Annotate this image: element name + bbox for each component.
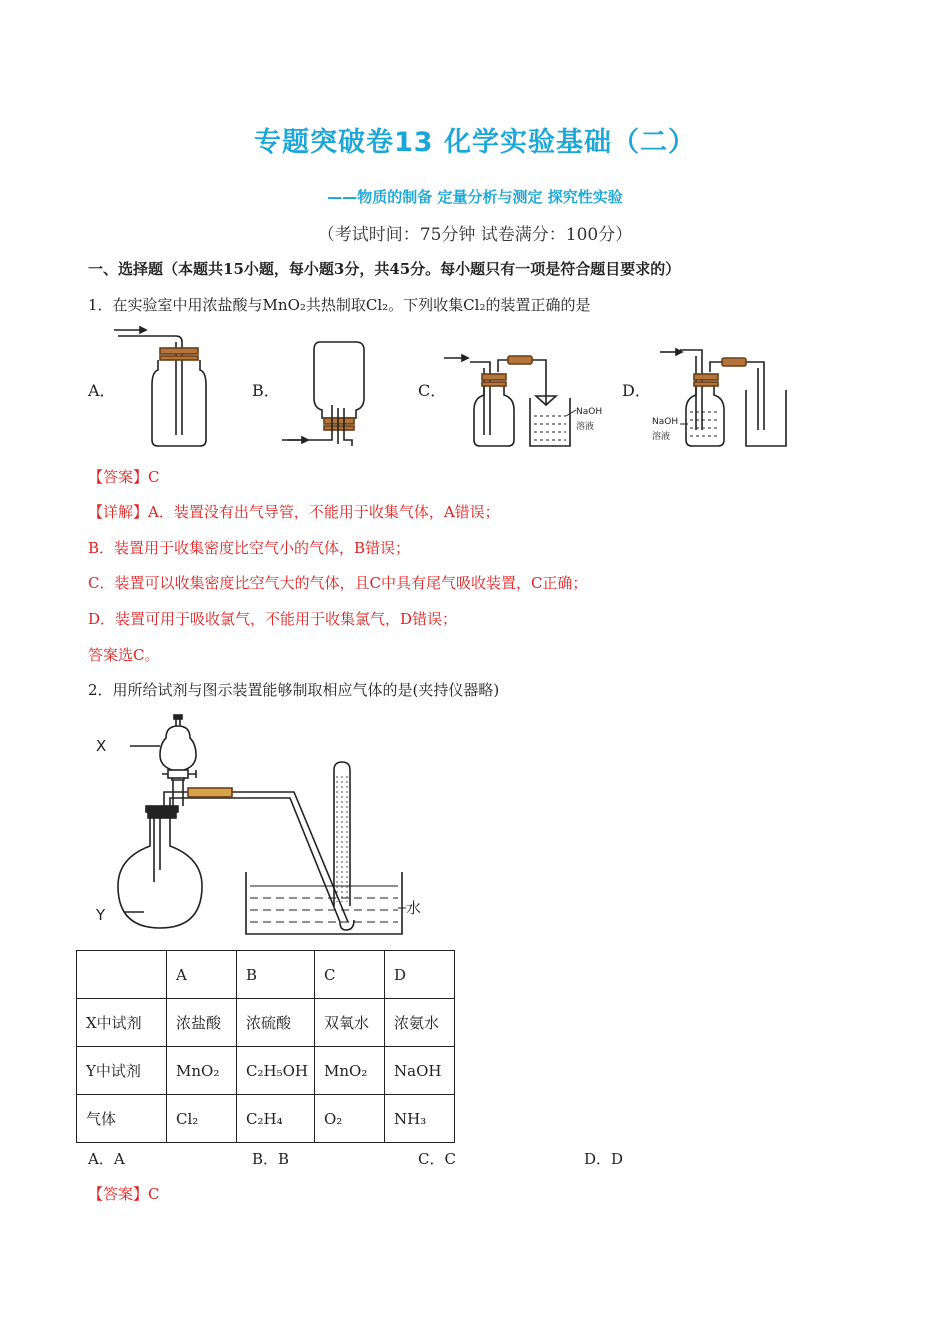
q1-d-naoh-label: NaOH — [652, 417, 679, 427]
table-header-cell: A — [167, 951, 237, 999]
table-header-cell: B — [237, 951, 315, 999]
q1-option-c-label: C． — [418, 381, 447, 400]
table-cell: NaOH — [385, 1047, 455, 1095]
table-row — [77, 1095, 455, 1143]
page-title: 专题突破卷13 化学实验基础（二） — [254, 127, 696, 158]
q2-answer: 【答案】C — [88, 1185, 160, 1203]
table-header-cell: D — [385, 951, 455, 999]
table-cell: 气体 — [77, 1095, 167, 1143]
table-cell: Cl₂ — [167, 1095, 237, 1143]
q1-explanation-3: C．装置可以收集密度比空气大的气体，且C中具有尾气吸收装置，C正确； — [88, 574, 588, 592]
q2-stem: 2．用所给试剂与图示装置能够制取相应气体的是(夹持仪器略) — [88, 681, 500, 699]
table-cell: 浓盐酸 — [167, 999, 237, 1047]
q2-label-water: 水 — [406, 899, 422, 917]
table-cell: 双氧水 — [315, 999, 385, 1047]
q1-stem: 1．在实验室中用浓盐酸与MnO₂共热制取Cl₂。下列收集Cl₂的装置正确的是 — [88, 296, 591, 314]
table-header-cell — [77, 951, 167, 999]
q2-label-x: X — [96, 737, 107, 755]
q1-option-a-label: A． — [88, 381, 116, 400]
q1-explanation-1: 【详解】A．装置没有出气导管，不能用于收集气体，A错误； — [88, 503, 500, 521]
table-cell: Y中试剂 — [77, 1047, 167, 1095]
table-row — [77, 999, 455, 1047]
page-subtitle: ——物质的制备 定量分析与测定 探究性实验 — [327, 188, 623, 206]
exam-info: （考试时间：75分钟 试卷满分：100分） — [317, 225, 633, 245]
table-cell: C₂H₅OH — [237, 1047, 315, 1095]
q1-option-d-label: D． — [622, 381, 651, 400]
q1-explanation-2: B．装置用于收集密度比空气小的气体，B错误； — [88, 539, 411, 557]
q1-d-solution-label: 溶液 — [652, 432, 671, 442]
table-cell: MnO₂ — [167, 1047, 237, 1095]
table-cell: X中试剂 — [77, 999, 167, 1047]
q1-c-solution-label: 溶液 — [576, 422, 595, 432]
q1-explanation-4: D．装置可用于吸收氯气，不能用于收集氯气，D错误； — [88, 610, 458, 628]
q2-choice-d: D．D — [584, 1150, 624, 1168]
q1-option-b-label: B． — [252, 381, 280, 400]
q2-choice-a: A．A — [88, 1150, 125, 1168]
q1-c-naoh-label: NaOH — [576, 407, 603, 417]
table-cell: MnO₂ — [315, 1047, 385, 1095]
table-cell: 浓氨水 — [385, 999, 455, 1047]
q2-choice-b: B．B — [252, 1150, 290, 1168]
q2-label-y: Y — [96, 906, 106, 924]
q2-choice-c: C．C — [418, 1150, 456, 1168]
table-cell: O₂ — [315, 1095, 385, 1143]
table-header-row — [77, 951, 455, 999]
q1-explanation-5: 答案选C。 — [88, 646, 160, 664]
table-cell: NH₃ — [385, 1095, 455, 1143]
table-header-cell: C — [315, 951, 385, 999]
q2-reagent-table — [76, 950, 455, 1143]
table-cell: C₂H₄ — [237, 1095, 315, 1143]
q1-answer: 【答案】C — [88, 468, 160, 486]
section-heading: 一、选择题（本题共15小题，每小题3分，共45分。每小题只有一项是符合题目要求的） — [88, 260, 681, 278]
table-cell: 浓硫酸 — [237, 999, 315, 1047]
table-row — [77, 1047, 455, 1095]
